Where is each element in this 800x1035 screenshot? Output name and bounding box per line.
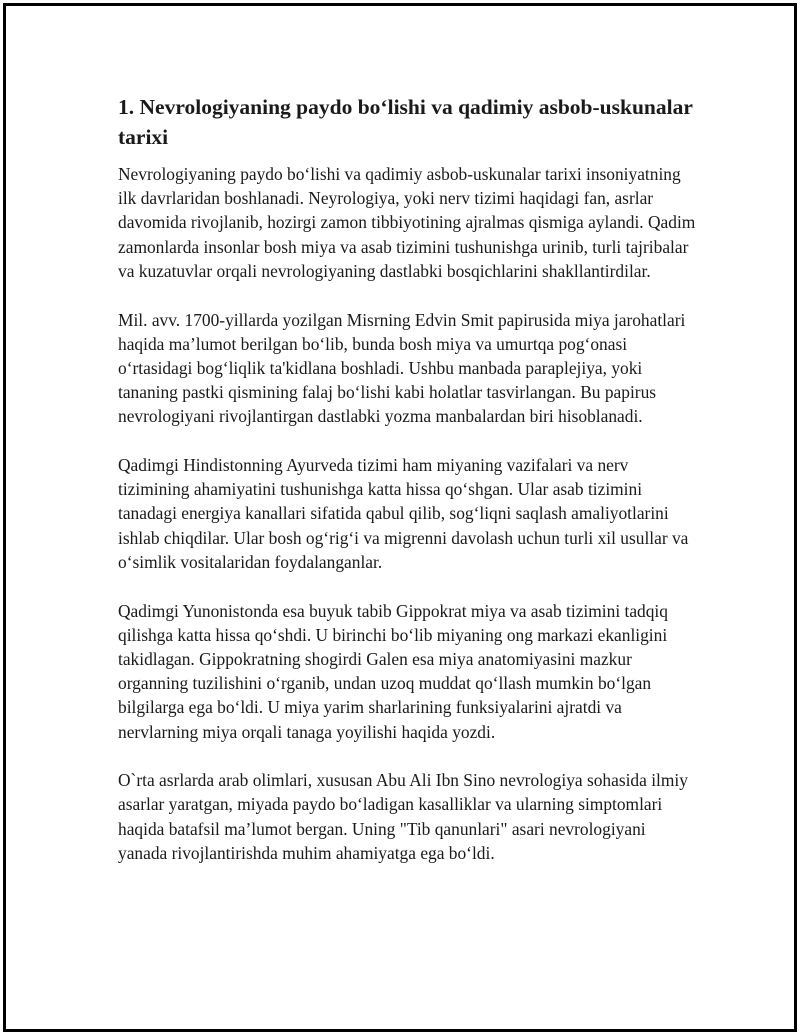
section-heading: 1. Nevrologiyaning paydo boʻlishi va qadimiy asbob-uskunalar tarixi bbox=[118, 95, 693, 149]
paragraph-india: Qadimgi Hindistonning Ayurveda tizimi ham miyaning vazifalari va nerv tizimining ahamiyatini tushunishga katta hissa qoʻshgan. Ular asab tizimini tanadagi energiya kanallari sifatida qabul qilib, sogʻliqni saqlash amaliyotlarini ishlab chiqdilar. Ular bosh ogʻrigʻi va migrenni davolash uchun turli xil usullar va oʻsimlik vositalaridan foydalanganlar. bbox=[118, 455, 689, 572]
paragraph-middle-ages: O`rta asrlarda arab olimlari, xususan Abu Ali Ibn Sino nevrologiya sohasida ilmiy asarlar yaratgan, miyada paydo boʻladigan kasalliklar va ularning simptomlari haqida batafsil maʼlumot bergan. Uning "Tib qanunlari" asari nevrologiyani yanada rivojlantirishda muhim ahamiyatga ega boʻldi. bbox=[118, 770, 688, 863]
paragraph-greece: Qadimgi Yunonistonda esa buyuk tabib Gippokrat miya va asab tizimini tadqiq qilishga katta hissa qoʻshdi. U birinchi boʻlib miyaning ong markazi ekanligini takidlagan. Gippokratning shogirdi Galen esa miya anatomiyasini mazkur organning tuzilishini oʻrganib, undan uzoq muddat qoʻllash mumkin boʻlgan bilgilarga ega boʻldi. U miya yarim sharlarining funksiyalarini ajratdi va nervlarning miya orqali tanaga yoyilishi haqida yozdi. bbox=[118, 600, 668, 742]
document-body bbox=[118, 92, 698, 890]
paragraph-egypt: Mil. avv. 1700-yillarda yozilgan Misrning Edvin Smit papirusida miya jarohatlari haqida maʼlumot berilgan boʻlib, bunda bosh miya va umurtqa pogʻonasi oʻrtasidagi bogʻliqlik ta'kidlana boshladi. Ushbu manbada paraplejiya, yoki tananing pastki qismining falaj boʻlishi kabi holatlar tasvirlangan. Bu papirus nevrologiyani rivojlantirgan dastlabki yozma manbalardan biri hisoblanadi. bbox=[118, 309, 686, 427]
paragraph-intro: Nevrologiyaning paydo boʻlishi va qadimiy asbob-uskunalar tarixi insoniyatning ilk davrlaridan boshlanadi. Neyrologiya, yoki nerv tizimi haqidagi fan, asrlar davomida rivojlanib, hozirgi zamon tibbiyotining ajralmas qismiga aylandi. Qadim zamonlarda insonlar bosh miya va asab tizimini tushunishga urinib, turli tajribalar va kuzatuvlar orqali nevrologiyaning dastlabki bosqichlarini shakllantirdilar. bbox=[118, 164, 696, 281]
